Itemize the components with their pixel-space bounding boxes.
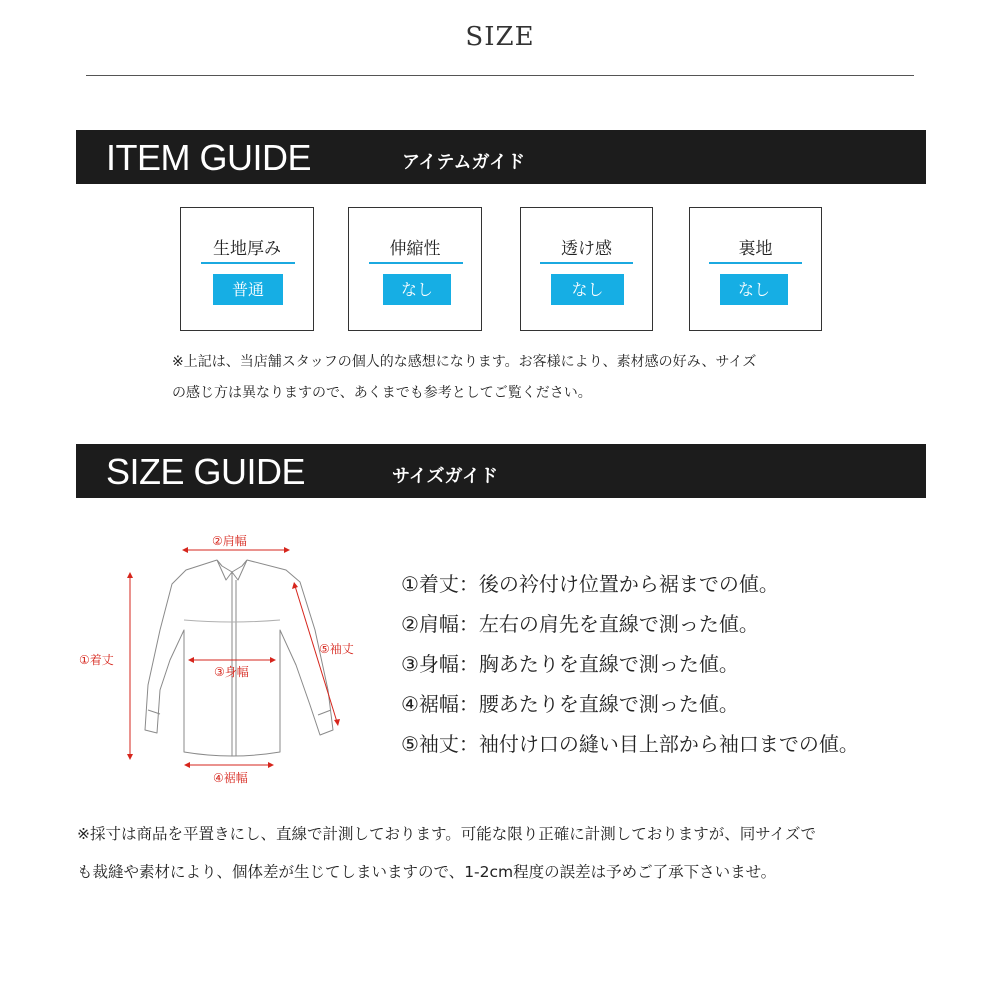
length-label: ①着丈: [79, 653, 114, 667]
guide-card-sheerness: [520, 207, 653, 331]
definition-line: ②肩幅：左右の肩先を直線で測った値。: [401, 612, 759, 636]
definition-line: ⑤袖丈：袖付け口の縫い目上部から袖口までの値。: [401, 732, 859, 756]
size-guide-title-en: SIZE GUIDE: [106, 451, 306, 492]
sleeve-length-label: ⑤袖丈: [319, 642, 354, 656]
guide-card-value: なし: [551, 274, 624, 305]
guide-card-rule: [369, 262, 463, 264]
definition-line: ④裾幅：腰あたりを直線で測った値。: [401, 692, 739, 716]
item-guide-title-en: ITEM GUIDE: [106, 137, 312, 178]
guide-card-value: なし: [720, 274, 788, 305]
definition-line: ①着丈：後の衿付け位置から裾までの値。: [401, 572, 779, 596]
guide-card-rule: [540, 262, 633, 264]
guide-card-rule: [709, 262, 802, 264]
size-guide-note-line: も裁縫や素材により、個体差が生じてしまいますので、1-2cm程度の誤差は予めご了承下さいませ。: [77, 863, 777, 881]
hem-width-label: ④裾幅: [213, 771, 248, 785]
size-guide-title-jp: サイズガイド: [392, 466, 499, 487]
size-guide-note-line: ※採寸は商品を平置きにし、直線で計測しております。可能な限り正確に計測しておりますが、同サイズで: [77, 825, 817, 843]
guide-card-value: なし: [383, 274, 451, 305]
item-guide-header: [76, 130, 926, 184]
guide-card-label: 透け感: [561, 239, 612, 259]
chest-width-label: ③身幅: [214, 665, 249, 679]
guide-card-label: 伸縮性: [389, 239, 441, 259]
guide-card-rule: [201, 262, 295, 264]
item-guide-title-jp: アイテムガイド: [402, 152, 525, 173]
title-divider: [86, 75, 914, 76]
guide-card-label: 裏地: [738, 239, 773, 259]
size-guide-header: [76, 444, 926, 498]
item-guide-note-line: ※上記は、当店舗スタッフの個人的な感想になります。お客様により、素材感の好み、サイズ: [172, 354, 757, 370]
definition-line: ③身幅：胸あたりを直線で測った値。: [401, 652, 739, 676]
guide-card-stretch: [348, 207, 482, 331]
page-title: SIZE: [465, 22, 535, 52]
guide-card-thickness: [180, 207, 314, 331]
guide-card-value: 普通: [213, 274, 283, 305]
item-guide-note-line: の感じ方は異なりますので、あくまでも参考としてご覧ください。: [172, 385, 592, 401]
shoulder-width-label: ②肩幅: [212, 534, 247, 548]
guide-card-lining: [689, 207, 822, 331]
shirt-diagram: [60, 520, 380, 790]
guide-card-label: 生地厚み: [213, 239, 281, 259]
